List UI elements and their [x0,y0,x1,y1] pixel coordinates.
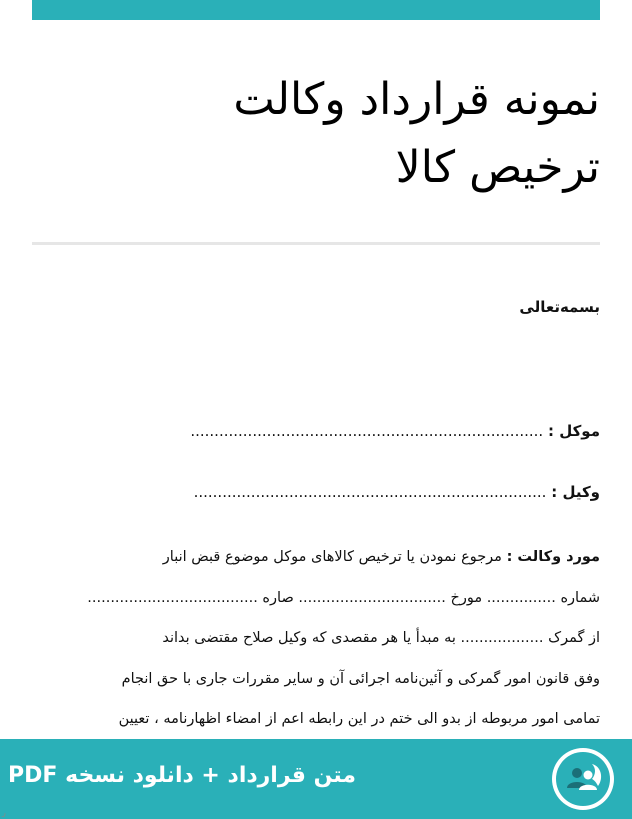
basmala-heading: بسمه‌تعالی [519,298,600,316]
contract-body [35,537,600,740]
vakil-field [80,483,600,501]
subject-label: مورد وکالت : [506,549,600,565]
mowakkel-label: موکل : [547,422,600,440]
title-divider [32,242,600,245]
download-banner-text[interactable]: متن قرارداد + دانلود نسخه PDF [8,763,356,788]
vakil-blank: .......................................................................... [193,483,547,501]
body-line-4: وفق قانون امور گمرکی و آئین‌نامه اجرائی آن و سایر مقررات جاری با حق انجام [121,670,600,687]
corner-mark: ر [2,808,6,817]
download-banner[interactable] [0,739,632,819]
vakil-label: وکیل : [551,483,600,501]
mowakkel-blank: .......................................................................... [190,422,544,440]
body-line-1 [35,537,600,578]
users-chat-logo-icon [552,748,614,810]
title-line-2: ترخیص کالا [395,142,600,193]
body-line-3: از گمرک .................. به مبدأ یا هر مقصدی که وکیل صلاح مقتضی بداند [162,630,600,646]
top-accent-bar [32,0,600,20]
mowakkel-field [80,422,600,440]
body-line-2: شماره ............... مورخ ................................ صاره ..................................... [87,589,600,606]
page-title [32,66,600,202]
title-line-1: نمونه قرارداد وکالت [233,74,600,125]
body-line-1-text: مرجوع نمودن یا ترخیص کالاهای موکل موضوع قبض انبار [162,549,507,565]
body-line-5: تمامی امور مربوطه از بدو الی ختم در این رابطه اعم از امضاء اظهارنامه ، تعیین [118,711,600,727]
